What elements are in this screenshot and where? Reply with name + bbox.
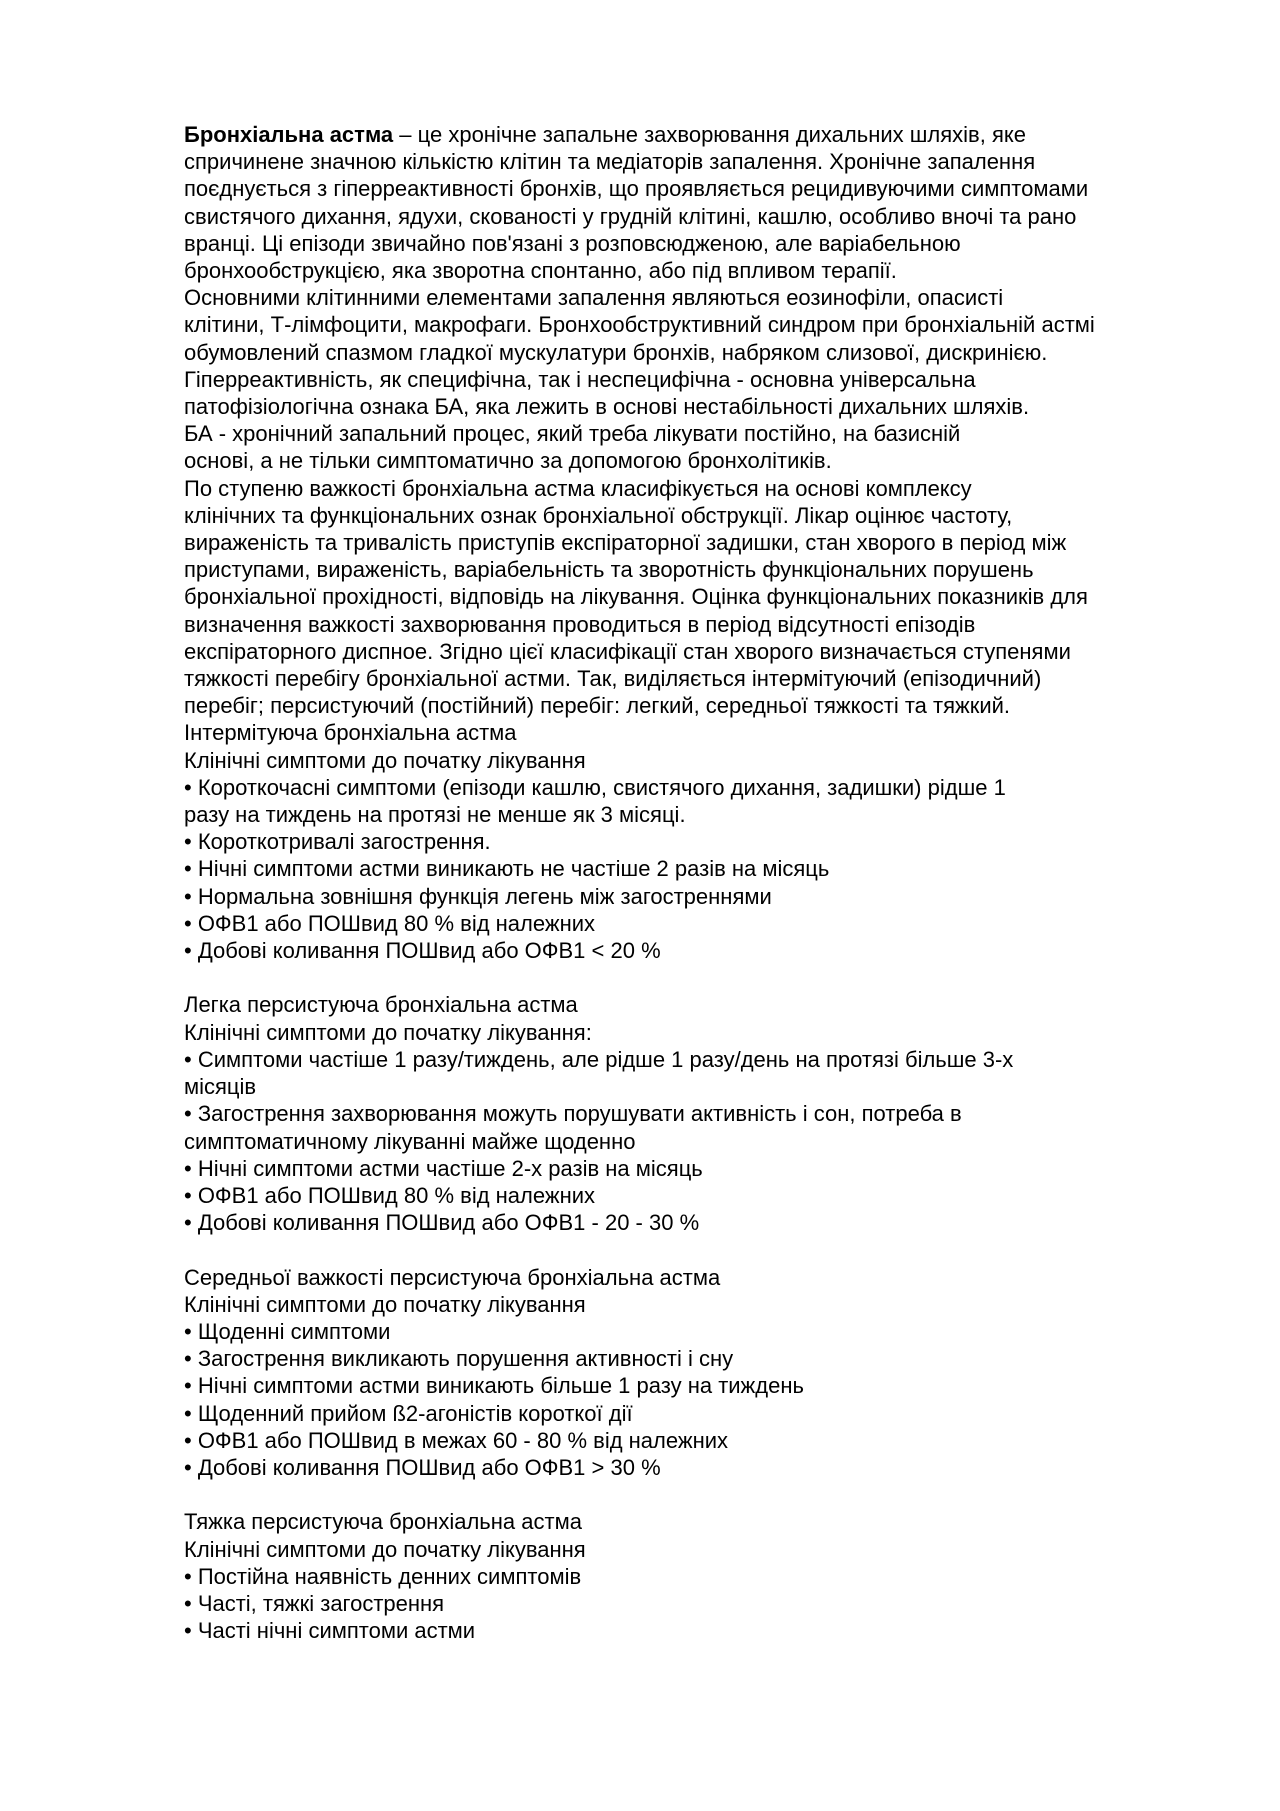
list-item: • Часті нічні симптоми астми	[184, 1618, 476, 1644]
list-item: • ОФВ1 або ПОШвид в межах 60 - 80 % від належних	[184, 1427, 729, 1453]
intro-first-line	[184, 121, 1184, 148]
intro-line: БА - хронічний запальний процес, який треба лікувати постійно, на базисній	[184, 421, 961, 447]
intro-line: свистячого дихання, ядухи, скованості у грудній клітині, кашлю, особливо вночі та рано	[184, 203, 1077, 229]
list-item: • Нормальна зовнішня функція легень між загостреннями	[184, 883, 772, 909]
intro-line: По ступеню важкості бронхіальна астма класифікується на основі комплексу	[184, 475, 972, 501]
intro-line: бронхообструкцією, яка зворотна спонтанно, або під впливом терапії.	[184, 258, 897, 284]
intro-line: Основними клітинними елементами запалення являються еозинофіли, опасисті	[184, 285, 1004, 311]
section-subtitle: Клінічні симптоми до початку лікування	[184, 1291, 586, 1317]
intro-paragraph	[184, 121, 1184, 719]
list-item: • Нічні симптоми астми виникають не частіше 2 разів на місяць	[184, 856, 830, 882]
document-page	[184, 121, 1184, 1644]
list-item: • Щоденний прийом ß2-агоністів короткої дії	[184, 1400, 633, 1426]
intro-line: поєднується з гіперреактивності бронхів, що проявляється рецидивуючими симптомами	[184, 176, 1089, 202]
list-item: • Щоденні симптоми	[184, 1318, 391, 1344]
section-subtitle: Клінічні симптоми до початку лікування	[184, 1536, 586, 1562]
list-item: • ОФВ1 або ПОШвид 80 % від належних	[184, 910, 596, 936]
intro-line: Гіперреактивність, як специфічна, так і неспецифічна - основна універсальна	[184, 366, 976, 392]
list-item: • Короткочасні симптоми (епізоди кашлю, свистячого дихання, задишки) рідше 1	[184, 774, 1006, 800]
list-item: • Добові коливання ПОШвид або ОФВ1 > 30 %	[184, 1454, 661, 1480]
section-title: Легка персистуюча бронхіальна астма	[184, 992, 578, 1018]
blank-line	[184, 1481, 1184, 1508]
intro-line: клітини, Т-лімфоцити, макрофаги. Бронхообструктивний синдром при бронхіальній астмі	[184, 312, 1095, 338]
intro-line: основі, а не тільки симптоматично за допомогою бронхолітиків.	[184, 448, 832, 474]
intro-line: спричинене значною кількістю клітин та медіаторів запалення. Хронічне запалення	[184, 149, 1036, 175]
section-title: Середньої важкості персистуюча бронхіальна астма	[184, 1264, 721, 1290]
blank-line	[184, 964, 1184, 991]
section-severe-persistent	[184, 1508, 1184, 1644]
section-subtitle: Клінічні симптоми до початку лікування:	[184, 1019, 592, 1045]
section-moderate-persistent	[184, 1264, 1184, 1482]
list-item: симптоматичному лікуванні майже щоденно	[184, 1128, 636, 1154]
section-mild-persistent	[184, 991, 1184, 1236]
intro-line: вранці. Ці епізоди звичайно пов'язані з розповсюдженою, але варіабельною	[184, 230, 961, 256]
intro-line: визначення важкості захворювання проводиться в період відсутності епізодів	[184, 611, 976, 637]
intro-line: обумовлений спазмом гладкої мускулатури бронхів, набряком слизової, дискринією.	[184, 339, 1048, 365]
list-item: • Загострення викликають порушення активності і сну	[184, 1346, 734, 1372]
section-title: Тяжка персистуюча бронхіальна астма	[184, 1509, 582, 1535]
list-item: • Часті, тяжкі загострення	[184, 1590, 445, 1616]
intro-line: бронхіальної прохідності, відповідь на лікування. Оцінка функціональних показників для	[184, 584, 1088, 610]
section-subtitle: Клінічні симптоми до початку лікування	[184, 747, 586, 773]
intro-line: приступами, вираженість, варіабельність та зворотність функціональних порушень	[184, 557, 1034, 583]
list-item: • Короткотривалі загострення.	[184, 829, 491, 855]
list-item: • Симптоми частіше 1 разу/тиждень, але рідше 1 разу/день на протязі більше 3-х	[184, 1046, 1014, 1072]
blank-line	[184, 1236, 1184, 1263]
intro-first-line-text: – це хронічне запальне захворювання дихальних шляхів, яке	[393, 122, 1026, 147]
intro-line: патофізіологічна ознака БА, яка лежить в основі нестабільності дихальних шляхів.	[184, 394, 1030, 420]
intro-line: клінічних та функціональних ознак бронхіальної обструкції. Лікар оцінює частоту,	[184, 502, 1013, 528]
list-item: місяців	[184, 1074, 257, 1100]
list-item: • ОФВ1 або ПОШвид 80 % від належних	[184, 1182, 596, 1208]
intro-line: експіраторного диспное. Згідно цієї класифікації стан хворого визначається ступенями	[184, 638, 1071, 664]
list-item: • Нічні симптоми астми виникають більше 1 разу на тиждень	[184, 1373, 804, 1399]
intro-line: тяжкості перебігу бронхіальної астми. Так, виділяється інтермітуючий (епізодичний)	[184, 666, 1042, 692]
list-item: разу на тиждень на протязі не менше як 3 місяці.	[184, 802, 686, 828]
section-title: Інтермітуюча бронхіальна астма	[184, 720, 517, 746]
list-item: • Нічні симптоми астми частіше 2-х разів на місяць	[184, 1155, 703, 1181]
intro-term: Бронхіальна астма	[184, 122, 394, 147]
list-item: • Добові коливання ПОШвид або ОФВ1 < 20 %	[184, 938, 661, 964]
list-item: • Загострення захворювання можуть порушувати активність і сон, потреба в	[184, 1101, 962, 1127]
intro-line: перебіг; персистуючий (постійний) перебіг: легкий, середньої тяжкості та тяжкий.	[184, 693, 1011, 719]
intro-line: вираженість та тривалість приступів експіраторної задишки, стан хворого в період між	[184, 530, 1067, 556]
list-item: • Добові коливання ПОШвид або ОФВ1 - 20 - 30 %	[184, 1210, 700, 1236]
list-item: • Постійна наявність денних симптомів	[184, 1563, 582, 1589]
section-intermittent	[184, 719, 1184, 964]
